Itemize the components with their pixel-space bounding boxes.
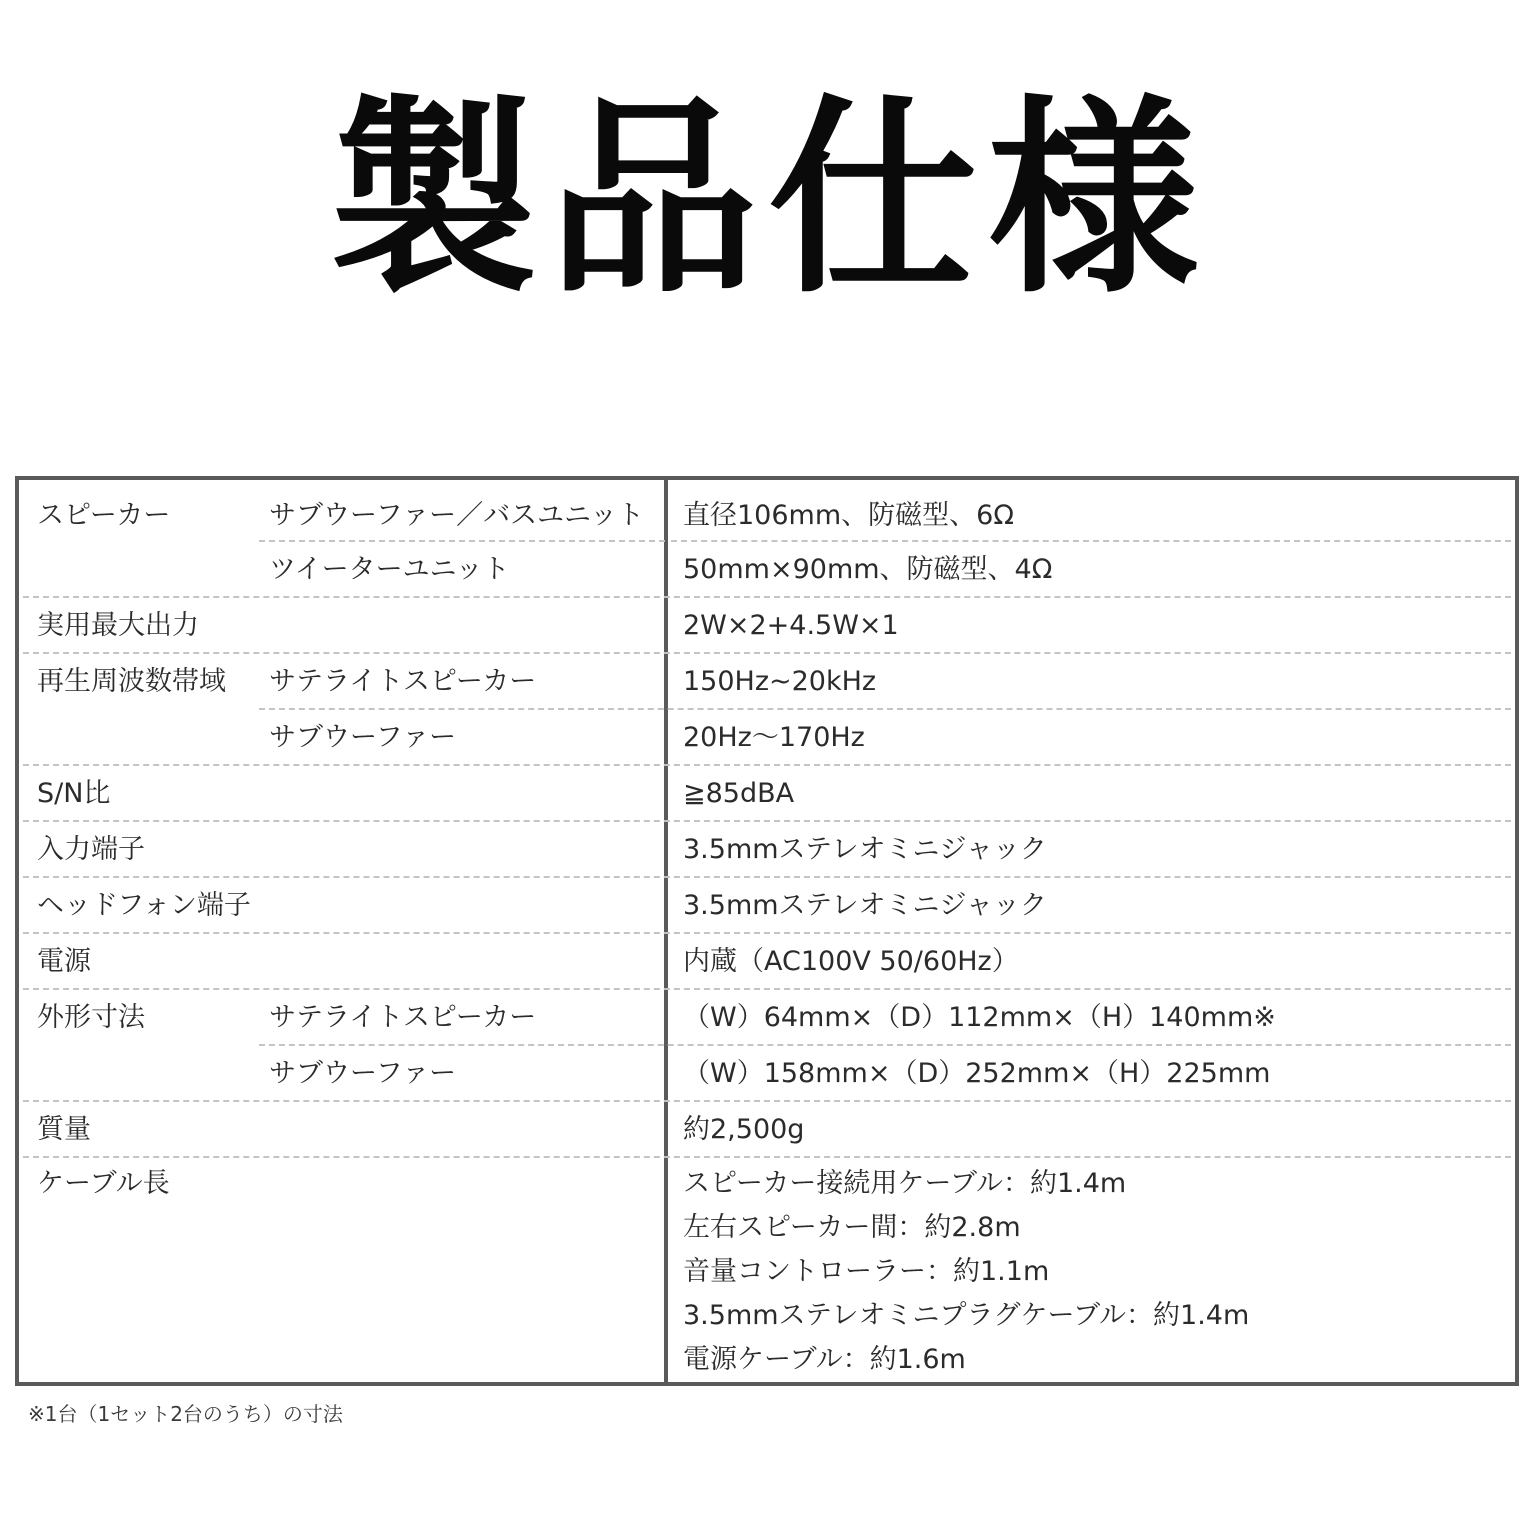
row-separator <box>23 1156 1511 1158</box>
spec-value: 3.5mmステレオミニジャック <box>683 890 1047 921</box>
spec-table <box>15 476 1519 1386</box>
spec-sublabel: サブウーファー <box>269 1058 457 1089</box>
spec-value: 20Hz～170Hz <box>683 722 865 753</box>
spec-label: S/N比 <box>37 778 111 809</box>
spec-value: 150Hz~20kHz <box>683 666 877 697</box>
spec-value: 50mm×90mm、防磁型、4Ω <box>683 554 1053 585</box>
spec-sublabel: サテライトスピーカー <box>269 1002 537 1033</box>
cable-value: 左右スピーカー間：約2.8m <box>683 1212 1021 1243</box>
spec-label: ケーブル長 <box>37 1168 170 1199</box>
spec-sublabel: サテライトスピーカー <box>269 666 537 697</box>
spec-value: 内蔵（AC100V 50/60Hz） <box>683 946 1019 977</box>
spec-value: ≧85dBA <box>683 778 795 809</box>
spec-label: スピーカー <box>37 500 171 531</box>
spec-label: 質量 <box>37 1114 91 1145</box>
cable-value: 音量コントローラー：約1.1m <box>683 1256 1050 1287</box>
spec-label: 電源 <box>37 946 91 977</box>
spec-sublabel: サブウーファー <box>269 722 457 753</box>
spec-label: 外形寸法 <box>37 1002 145 1033</box>
spec-label: 再生周波数帯域 <box>37 666 226 697</box>
footnote: ※1台（1セット2台のうち）の寸法 <box>28 1402 343 1426</box>
spec-label: ヘッドフォン端子 <box>37 890 251 921</box>
page-title: 製品仕様 <box>327 77 1208 322</box>
spec-sublabel: サブウーファー／バスユニット <box>269 500 645 531</box>
cable-value: スピーカー接続用ケーブル：約1.4m <box>683 1168 1127 1199</box>
cable-value: 3.5mmステレオミニプラグケーブル：約1.4m <box>683 1300 1250 1331</box>
spec-label: 入力端子 <box>37 834 145 865</box>
spec-value: 2W×2+4.5W×1 <box>683 610 899 641</box>
spec-value: （W）64mm×（D）112mm×（H）140mm※ <box>683 1002 1276 1033</box>
spec-value: 3.5mmステレオミニジャック <box>683 834 1047 865</box>
column-divider <box>664 480 668 1382</box>
spec-value: （W）158mm×（D）252mm×（H）225mm <box>683 1058 1271 1089</box>
spec-label: 実用最大出力 <box>37 610 199 641</box>
cable-values <box>683 1162 1249 1382</box>
cable-value: 電源ケーブル：約1.6m <box>683 1344 966 1375</box>
spec-value: 直径106mm、防磁型、6Ω <box>683 500 1014 531</box>
spec-sublabel: ツイーターユニット <box>269 554 510 585</box>
spec-value: 約2,500g <box>683 1114 805 1145</box>
